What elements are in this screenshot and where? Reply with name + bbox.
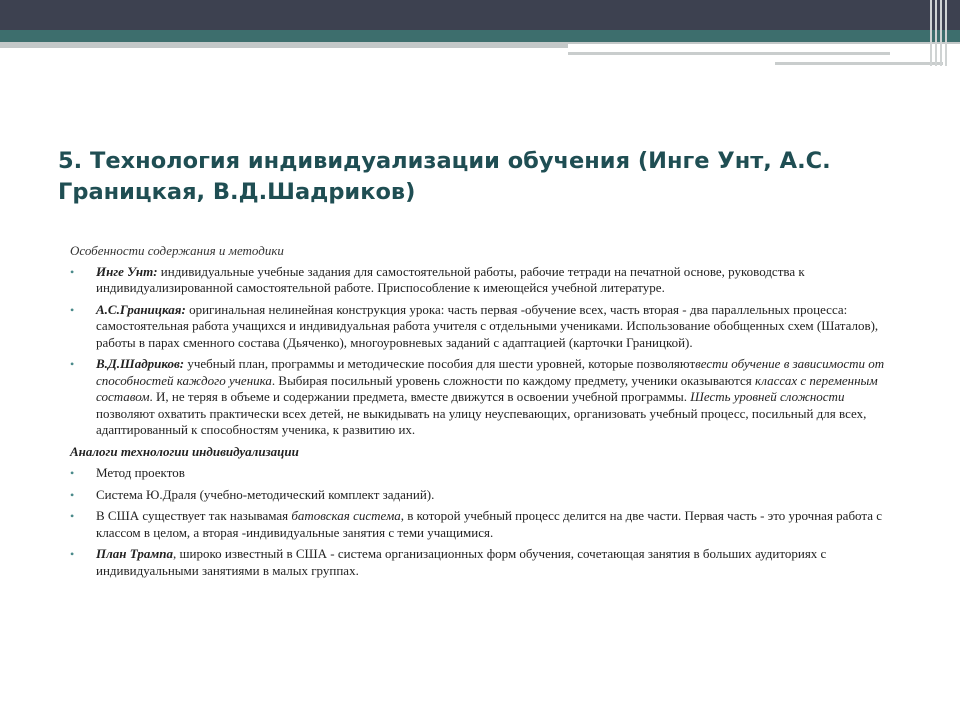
section-heading: Особенности содержания и методики <box>70 243 284 258</box>
header-vertical-bar <box>935 0 937 66</box>
bullet-icon: • <box>70 357 75 371</box>
author-name: А.С.Границкая: <box>96 301 186 317</box>
author-name: В.Д.Шадриков: <box>96 356 185 371</box>
slide-title: 5. Технология индивидуализации обучения (Инге Унт, А.С. Границкая, В.Д.Шадриков) <box>58 148 831 205</box>
features-list <box>70 264 905 439</box>
analogs-list <box>70 465 905 579</box>
header-line <box>775 62 943 65</box>
header-vertical-bar <box>930 0 932 66</box>
slide-content <box>70 243 905 584</box>
list-item <box>70 356 905 439</box>
item-text-italic: батовская система <box>291 508 401 523</box>
header-line <box>568 52 890 55</box>
item-text-italic: классах с переменным составом <box>96 372 878 404</box>
header-dark-band <box>0 0 960 30</box>
item-text: Метод проектов <box>96 465 185 480</box>
list-item <box>70 302 905 352</box>
item-text: . И, не теряя в объеме и содержании предмета, вместе движутся в освоении учебной программы. <box>149 389 691 404</box>
plan-name: План Трампа <box>96 546 174 561</box>
bullet-icon: • <box>70 466 75 480</box>
item-text-italic: вести обучение в зависимости от способностей каждого ученика <box>96 356 885 388</box>
list-item <box>70 465 905 482</box>
item-text: Система Ю.Драля (учебно-методический комплект заданий). <box>96 486 435 502</box>
list-item <box>70 508 905 541</box>
item-text: , в которой учебный процесс делится на две части. Первая часть - это урочная работа с классом в целом, а вторая -индивидуальные занятия с теми учащимися. <box>96 508 883 540</box>
author-name: Инге Унт: <box>96 263 158 279</box>
section-heading: Аналоги технологии индивидуализации <box>70 443 299 459</box>
header-vertical-bar <box>945 0 947 66</box>
item-text-italic: Шесть уровней сложности <box>690 389 845 404</box>
header-teal-band <box>0 30 960 42</box>
list-item <box>70 487 905 504</box>
item-text: , широко известный в США - система организационных форм обучения, сочетающая занятия в больших аудиториях с индивидуальными занятиями в малых группах. <box>96 546 827 578</box>
bullet-icon: • <box>70 547 75 561</box>
bullet-icon: • <box>70 487 75 502</box>
item-text: позволяют охватить практически всех детей, не выкидывать на улицу неуспевающих, организовать учебный процесс, посильный для всех, адаптированный к способностям ученика, к развитию их. <box>96 405 867 437</box>
item-text: . Выбирая посильный уровень сложности по каждому предмету, ученики оказываются <box>271 372 755 388</box>
bullet-icon: • <box>70 264 75 279</box>
bullet-icon: • <box>70 302 75 317</box>
list-item <box>70 264 905 297</box>
header-vertical-bar <box>940 0 942 66</box>
list-item <box>70 546 905 579</box>
item-text: В США существует так называмая <box>96 508 292 523</box>
item-text: учебный план, программы и методические пособия для шести уровней, которые позволяют <box>184 356 696 371</box>
item-text: индивидуальные учебные задания для самостоятельной работы, рабочие тетради на печатной основе, руководства к индивидуализированной самостоятельной работе. Приспособление к имеющейся учебной литературе. <box>96 263 805 295</box>
item-text: оригинальная нелинейная конструкция урока: часть первая -обучение всех, часть вторая - два параллельных процесса: самостоятельная работа учащихся и индивидуальная работа учителя с отдельными учениками. Использование обобщенных схем (Шаталов), работы в парах сменного состава (Дьяченко), многоуровневых заданий с адаптацией (карточки Границкой). <box>96 301 879 350</box>
bullet-icon: • <box>70 509 75 523</box>
